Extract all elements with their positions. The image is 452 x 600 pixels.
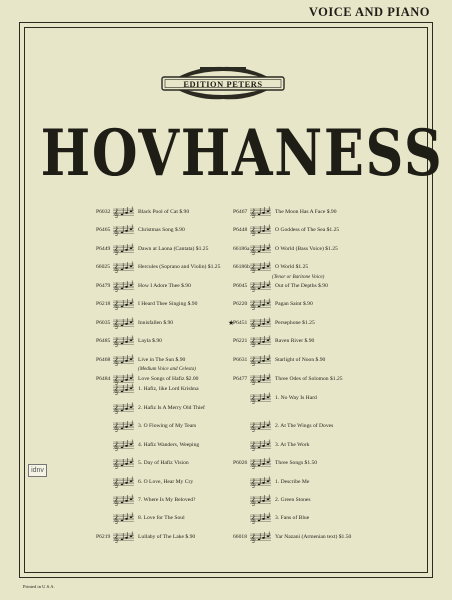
- music-incipit-icon: [250, 261, 271, 273]
- music-incipit-icon: [250, 373, 271, 385]
- song-title: 1. Hafiz, like Lord Krishna: [138, 386, 199, 392]
- svg-text:𝄞: 𝄞: [113, 515, 119, 524]
- song-title: 4. Hafiz Wanders, Weeping: [138, 442, 200, 448]
- music-incipit-icon: [113, 476, 134, 488]
- svg-text:𝄞: 𝄞: [250, 497, 256, 506]
- catalog-entry: [96, 438, 199, 452]
- music-incipit-icon: [113, 531, 134, 543]
- music-incipit-icon: [250, 354, 271, 366]
- watermark-tag: idnv: [28, 464, 47, 477]
- svg-text:𝄞: 𝄞: [113, 386, 119, 395]
- catalog-number: 66186b: [233, 264, 250, 270]
- svg-text:𝄞: 𝄞: [113, 534, 119, 543]
- catalog-number: P6485: [96, 338, 111, 344]
- svg-text:𝄞: 𝄞: [250, 320, 256, 329]
- catalog-entry: [233, 475, 309, 489]
- catalog-entry: [233, 493, 311, 507]
- music-incipit-icon: [250, 476, 271, 488]
- music-incipit-icon: [113, 354, 134, 366]
- music-incipit-icon: [113, 317, 134, 329]
- song-title: Hercules (Soprano and Violin) $1.25: [138, 264, 221, 270]
- catalog-number: P6218: [96, 301, 111, 307]
- star-icon: ★: [228, 319, 235, 327]
- catalog-number: 66018: [233, 534, 247, 540]
- music-incipit-icon: [113, 383, 134, 395]
- catalog-entry: [233, 279, 328, 293]
- music-incipit-icon: [250, 494, 271, 506]
- song-title: 5. Day of Hafiz Vision: [138, 460, 189, 466]
- song-title: Three Odes of Solomon $1.25: [275, 376, 343, 382]
- svg-text:𝄞: 𝄞: [113, 376, 119, 385]
- catalog-number: P6484: [96, 376, 111, 382]
- catalog-number: P6631: [233, 357, 248, 363]
- song-title: Love Songs of Hafiz $2.00: [138, 376, 199, 382]
- music-incipit-icon: [250, 457, 271, 469]
- catalog-number: P6220: [233, 301, 248, 307]
- svg-text:𝄞: 𝄞: [113, 442, 119, 451]
- music-incipit-icon: [113, 420, 134, 432]
- svg-text:𝄞: 𝄞: [250, 283, 256, 292]
- inner-border: [24, 27, 444, 573]
- music-incipit-icon: [250, 280, 271, 292]
- catalog-entry: [233, 419, 333, 433]
- catalog-entry: [233, 334, 314, 348]
- svg-text:𝄞: 𝄞: [250, 460, 256, 469]
- catalog-number: P6468: [96, 357, 111, 363]
- catalog-number: P6467: [233, 209, 248, 215]
- catalog-entry: [96, 260, 220, 274]
- svg-text:𝄞: 𝄞: [250, 227, 256, 236]
- svg-text:𝄞: 𝄞: [250, 246, 256, 255]
- music-incipit-icon: [113, 243, 134, 255]
- svg-text:𝄞: 𝄞: [250, 395, 256, 404]
- catalog-entry: [233, 205, 337, 219]
- svg-text:𝄞: 𝄞: [113, 301, 119, 310]
- music-incipit-icon: [250, 298, 271, 310]
- song-title: I Heard Thee Singing $.90: [138, 301, 198, 307]
- song-title: 2. Hafiz Is A Merry Old Thief: [138, 405, 205, 411]
- catalog-entry: [233, 297, 313, 311]
- catalog-number: P6449: [96, 246, 111, 252]
- song-title: Live in The Sun $.90: [138, 357, 186, 363]
- music-incipit-icon: [113, 261, 134, 273]
- song-title: 1. Describe Me: [275, 479, 310, 485]
- svg-text:𝄞: 𝄞: [250, 479, 256, 488]
- logo-text: EDITION PETERS: [183, 80, 263, 89]
- catalog-entry: [96, 297, 197, 311]
- music-incipit-icon: [250, 439, 271, 451]
- svg-text:𝄞: 𝄞: [113, 460, 119, 469]
- music-incipit-icon: [113, 280, 134, 292]
- svg-text:𝄞: 𝄞: [250, 338, 256, 347]
- catalog-number: P6477: [233, 376, 248, 382]
- catalog-number: P6451: [233, 320, 248, 326]
- music-incipit-icon: [113, 439, 134, 451]
- song-title: O World $1.25: [275, 264, 309, 270]
- song-title: Three Songs $1.50: [275, 460, 318, 466]
- svg-text:𝄞: 𝄞: [250, 301, 256, 310]
- svg-text:𝄞: 𝄞: [250, 515, 256, 524]
- svg-text:𝄞: 𝄞: [113, 283, 119, 292]
- catalog-entry: [96, 334, 162, 348]
- song-title: Layla $.90: [138, 338, 162, 344]
- music-incipit-icon: [113, 224, 134, 236]
- catalog-number: P6479: [96, 283, 111, 289]
- catalog-entry: [233, 391, 317, 405]
- catalog-entry: [233, 456, 317, 470]
- music-incipit-icon: [113, 335, 134, 347]
- edition-peters-logo: [160, 64, 286, 102]
- song-title: 3. O Flowing of My Tears: [138, 423, 197, 429]
- catalog-number: P6465: [96, 227, 111, 233]
- catalog-entry: [96, 401, 205, 415]
- svg-text:𝄞: 𝄞: [113, 497, 119, 506]
- svg-text:𝄞: 𝄞: [113, 209, 119, 218]
- music-incipit-icon: [250, 335, 271, 347]
- category-heading: VOICE AND PIANO: [308, 5, 430, 19]
- catalog-number: 66025: [96, 264, 110, 270]
- svg-text:𝄞: 𝄞: [113, 264, 119, 273]
- catalog-number: P6219: [96, 534, 111, 540]
- song-title: Starlight of Noon $.90: [275, 357, 326, 363]
- catalog-entry: [96, 382, 199, 396]
- catalog-entry: [233, 511, 309, 525]
- music-incipit-icon: [250, 317, 271, 329]
- song-title: O World (Bass Voice) $1.25: [275, 246, 338, 252]
- svg-text:𝄞: 𝄞: [250, 357, 256, 366]
- catalog-entry: [96, 493, 196, 507]
- song-title: O Goddess of The Sea $1.25: [275, 227, 340, 233]
- catalog-number: 66186a: [233, 246, 250, 252]
- left-subnote: (Medium Voice and Celesta): [138, 366, 196, 372]
- song-title: Yar Nazani (Armenian text) $1.50: [275, 534, 352, 540]
- song-title: 3. At The Work: [275, 442, 310, 448]
- svg-text:𝄞: 𝄞: [113, 338, 119, 347]
- catalog-entry: [233, 260, 308, 274]
- song-title: 8. Love for The Soul: [138, 515, 185, 521]
- svg-text:𝄞: 𝄞: [113, 227, 119, 236]
- catalog-entry: [96, 223, 185, 237]
- catalog-entry: [96, 242, 208, 256]
- svg-text:𝄞: 𝄞: [113, 423, 119, 432]
- svg-text:𝄞: 𝄞: [250, 209, 256, 218]
- catalog-entry: [233, 353, 325, 367]
- song-title: How I Adore Thee $.90: [138, 283, 191, 289]
- song-title: Black Pool of Cat $.90: [138, 209, 190, 215]
- catalog-entry: [228, 316, 315, 330]
- right-subnote: (Tenor or Baritone Voice): [272, 274, 325, 280]
- song-title: Christmas Song $.90: [138, 227, 185, 233]
- svg-text:𝄞: 𝄞: [250, 376, 256, 385]
- catalog-entry: [233, 242, 338, 256]
- music-incipit-icon: [113, 512, 134, 524]
- catalog-entry: [96, 419, 196, 433]
- svg-text:𝄞: 𝄞: [250, 534, 256, 543]
- catalog-entry: [96, 279, 191, 293]
- music-incipit-icon: [250, 512, 271, 524]
- music-incipit-icon: [113, 494, 134, 506]
- footer-note: Printed in U.S.A.: [23, 584, 55, 589]
- song-title: Lullaby of The Lake $.90: [138, 534, 196, 540]
- catalog-number: P6032: [96, 209, 111, 215]
- logo-emblem: [160, 64, 286, 102]
- catalog-entry: [233, 372, 343, 386]
- catalog-entry: [96, 316, 173, 330]
- svg-text:𝄞: 𝄞: [250, 264, 256, 273]
- catalog-entry: [96, 475, 193, 489]
- music-incipit-icon: [250, 224, 271, 236]
- svg-text:𝄞: 𝄞: [113, 246, 119, 255]
- song-title: 1. No Way Is Hard: [275, 395, 317, 401]
- catalog-entry: [233, 223, 339, 237]
- catalog-number: P6035: [96, 320, 111, 326]
- catalog-entry: [233, 530, 351, 544]
- music-incipit-icon: [113, 457, 134, 469]
- catalog-number: P6026: [233, 460, 248, 466]
- song-title: Pagan Saint $.90: [275, 301, 313, 307]
- music-incipit-icon: [113, 206, 134, 218]
- composer-name: HOVHANESS: [40, 116, 444, 191]
- music-incipit-icon: [113, 402, 134, 414]
- music-incipit-icon: [250, 206, 271, 218]
- music-incipit-icon: [250, 243, 271, 255]
- catalog-entry: [96, 511, 185, 525]
- song-title: 2. Green Stones: [275, 497, 311, 503]
- music-incipit-icon: [250, 531, 271, 543]
- catalog-entry: [96, 205, 189, 219]
- song-title: 2. At The Wings of Doves: [275, 423, 334, 429]
- svg-text:𝄞: 𝄞: [113, 479, 119, 488]
- song-title: 3. Fans of Blue: [275, 515, 310, 521]
- catalog-number: P6221: [233, 338, 248, 344]
- svg-text:𝄞: 𝄞: [113, 357, 119, 366]
- song-title: Persephone $1.25: [275, 320, 315, 326]
- song-title: 6. O Love, Hear My Cry: [138, 479, 194, 485]
- svg-text:𝄞: 𝄞: [113, 320, 119, 329]
- song-title: The Moon Has A Face $.90: [275, 209, 337, 215]
- svg-text:𝄞: 𝄞: [113, 405, 119, 414]
- music-incipit-icon: [250, 392, 271, 404]
- song-title: Raven River $.90: [275, 338, 315, 344]
- catalog-entry: [96, 353, 185, 367]
- catalog-entry: [96, 530, 195, 544]
- catalog-number: P6448: [233, 227, 248, 233]
- music-incipit-icon: [113, 298, 134, 310]
- catalog-number: P6045: [233, 283, 248, 289]
- song-title: Out of The Depths $.90: [275, 283, 328, 289]
- catalog-entry: [233, 438, 309, 452]
- svg-text:𝄞: 𝄞: [250, 423, 256, 432]
- song-title: 7. Where Is My Beloved?: [138, 497, 196, 503]
- svg-text:𝄞: 𝄞: [250, 442, 256, 451]
- song-title: Dawn at Laona (Cantata) $1.25: [138, 246, 209, 252]
- catalog-entry: [96, 456, 189, 470]
- music-incipit-icon: [250, 420, 271, 432]
- song-title: Innisfallen $.90: [138, 320, 174, 326]
